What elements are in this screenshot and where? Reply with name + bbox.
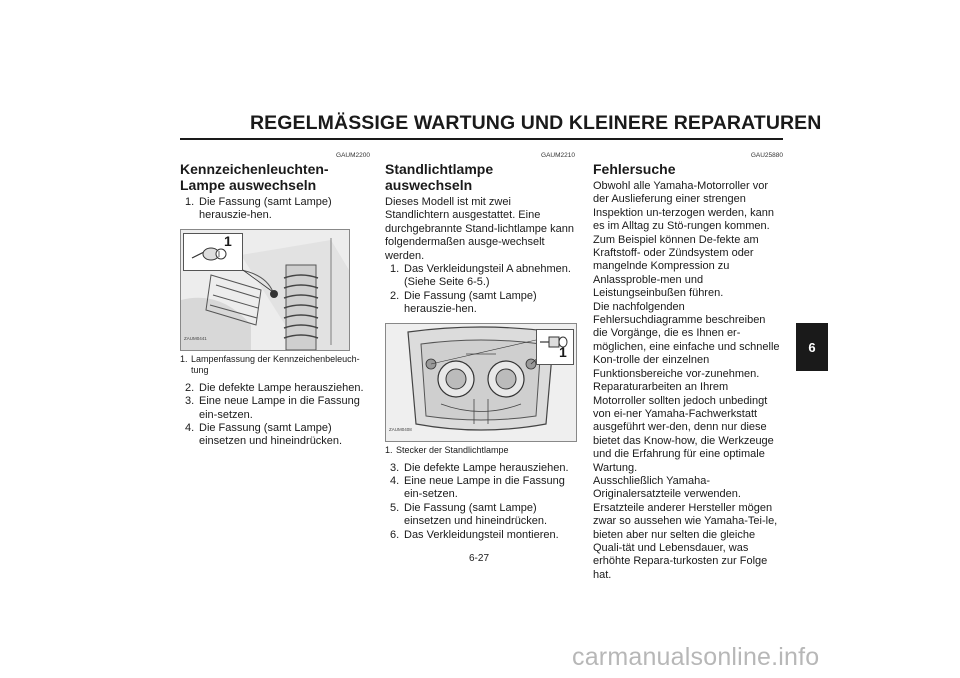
list-item: 2. Die defekte Lampe herausziehen.	[185, 381, 364, 394]
section-heading: Fehlersuche	[593, 161, 676, 177]
bulb-socket-icon	[184, 234, 242, 270]
page-number: 6-27	[469, 553, 490, 564]
list-item: 3. Eine neue Lampe in die Fassung ein-setzen.	[185, 395, 360, 421]
list-item: 6. Das Verkleidungsteil montieren.	[390, 528, 559, 541]
list-item: 5. Die Fassung (samt Lampe) einsetzen und hineindrücken.	[390, 501, 548, 528]
watermark: carmanualsonline.info	[572, 643, 820, 671]
detail-callout-box	[536, 329, 574, 365]
section-code: GAU25880	[750, 152, 783, 159]
figure-caption: 1. Lampenfassung der Kennzeichenbeleuch-tung	[180, 353, 360, 375]
connector-icon	[537, 330, 573, 364]
step-list	[180, 196, 370, 223]
list-item: 1. Das Verkleidungsteil A abnehmen. (Siehe Seite 6-5.)	[390, 263, 571, 289]
step-list	[180, 382, 370, 449]
body-paragraph: Die nachfolgenden Fehlersuchdiagramme beschreiben die Vorgänge, die es Ihnen er-möglichen, eine einfache und schnelle Kon-trolle der einzelnen Funktionsbereiche vor-zunehmen. Reparaturarbeiten an Ihrem Motorroller sollten jedoch unbedingt von ei-ner Yamaha-Fachwerkstatt ausgeführt wer-den, denn nur diese bietet das Know-how, die Werkzeuge und die Erfahrung für eine optimale Wartung.	[593, 300, 780, 474]
chapter-tab: 6	[796, 323, 828, 371]
step-list	[385, 263, 575, 317]
page-title: REGELMÄSSIGE WARTUNG UND KLEINERE REPARATUREN	[250, 112, 822, 134]
position-lamp-figure	[385, 323, 577, 442]
intro-paragraph: Dieses Modell ist mit zwei Standlichtern ausgestattet. Eine durchgebrannte Stand-lichtlampe kann folgendermaßen ausge-wechselt werden.	[385, 196, 574, 262]
list-item: 2. Die Fassung (samt Lampe) herauszie-hen.	[390, 289, 537, 316]
license-lamp-figure	[180, 229, 350, 351]
section-code: GAUM2210	[541, 152, 575, 159]
column-troubleshooting	[593, 152, 783, 582]
callout-number: 1	[224, 232, 232, 249]
body-paragraph: Obwohl alle Yamaha-Motorroller vor der Auslieferung einer strengen Inspektion un-terzogen werden, kann es im Alltag zu Stö-rungen kommen. Zum Beispiel können De-fekte am Kraftstoff- oder Zündsystem oder mangelnde Kompression zu Anlassproble-men und Leistungseinbußen führen.	[593, 180, 775, 300]
list-item: 4. Die Fassung (samt Lampe) einsetzen und hineindrücken.	[185, 422, 343, 448]
detail-callout-box	[183, 233, 243, 271]
figure-caption: 1. Stecker der Standlichtlampe	[385, 444, 509, 455]
body-paragraph: Ausschließlich Yamaha-Originalersatzteile verwenden. Ersatzteile anderer Hersteller mögen zwar so aussehen wie Yamaha-Tei-le, bieten aber nur selten die gleiche Quali-tät und Lebensdauer, was erhöhte Repara-turkosten zur Folge hat.	[593, 474, 778, 581]
title-rule	[180, 138, 783, 140]
list-item: 4. Eine neue Lampe in die Fassung ein-setzen.	[390, 475, 565, 501]
figure-code: ZAUM0408	[389, 427, 412, 433]
section-heading: Standlichtlampe auswechseln	[385, 161, 494, 193]
section-code: GAUM2200	[336, 152, 370, 159]
callout-number: 1	[559, 343, 567, 360]
column-license-lamp	[180, 152, 370, 449]
list-item: 1. Die Fassung (samt Lampe) herauszie-hen.	[185, 196, 332, 222]
step-list	[385, 462, 575, 542]
column-position-lamp	[385, 152, 575, 542]
figure-code: ZAUM0441	[184, 336, 207, 342]
section-heading: Kennzeichenleuchten-Lampe auswechseln	[180, 161, 329, 193]
list-item: 3. Die defekte Lampe herausziehen.	[390, 461, 569, 474]
